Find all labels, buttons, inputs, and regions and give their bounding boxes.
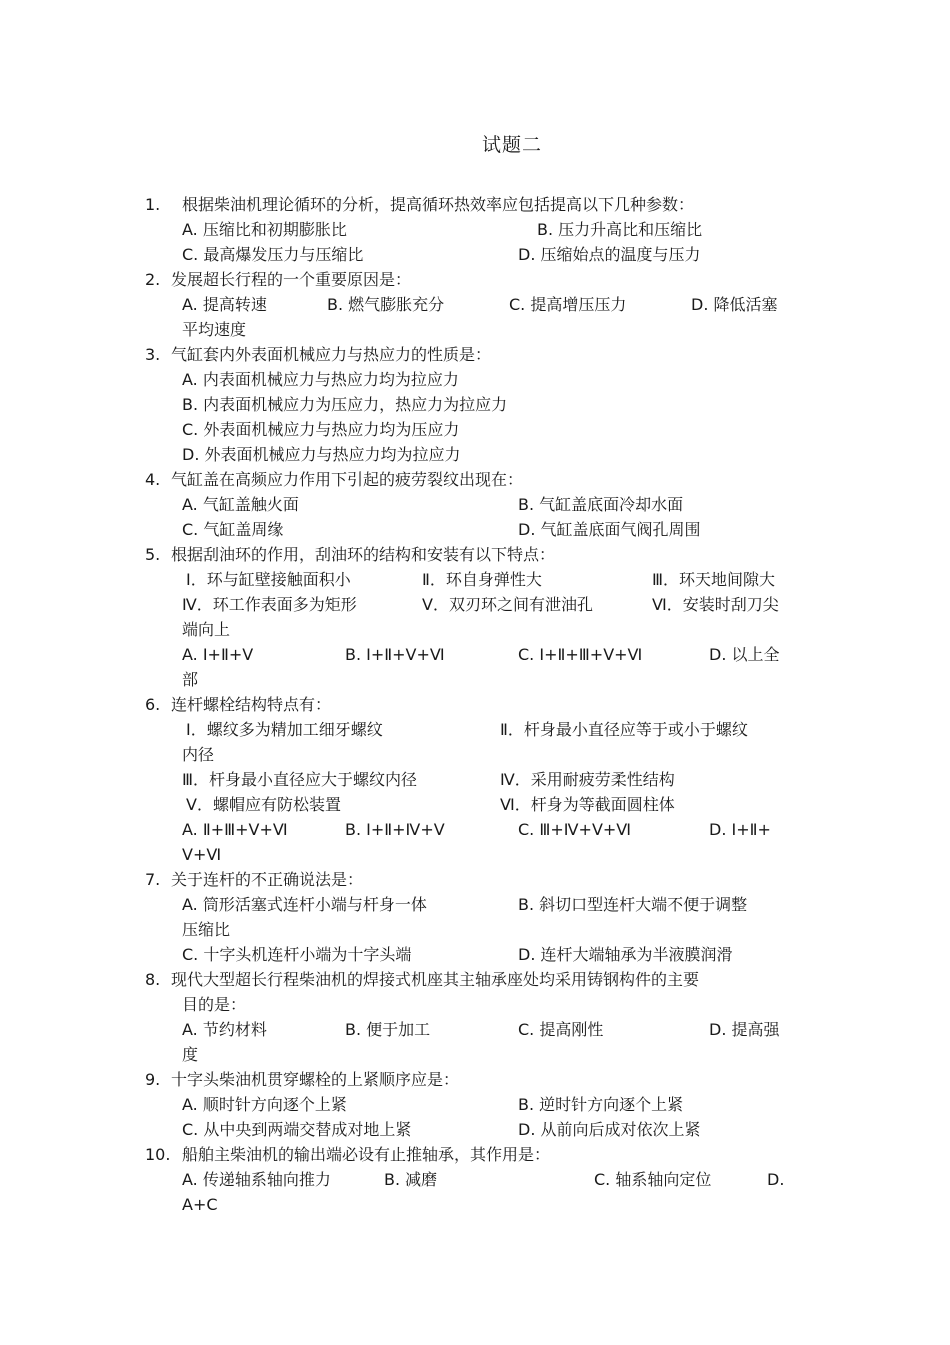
item-2: Ⅱ．环自身弹性大 xyxy=(422,570,542,589)
question-number: 3. xyxy=(145,345,161,364)
question-1 xyxy=(145,192,805,217)
option-b: B. 斜切口型连杆大端不便于调整 xyxy=(518,895,748,914)
question-2 xyxy=(145,267,805,292)
option-c: C. 提高刚性 xyxy=(518,1020,604,1039)
item-1: Ⅰ．螺纹多为精加工细牙螺纹 xyxy=(186,720,383,739)
items-row xyxy=(182,567,802,592)
option-a: A. 气缸盖触火面 xyxy=(182,495,299,514)
question-text: 船舶主柴油机的输出端必设有止推轴承，其作用是： xyxy=(182,1145,551,1164)
question-text: 根据柴油机理论循环的分析，提高循环热效率应包括提高以下几种参数： xyxy=(182,195,695,214)
option-b: B. 便于加工 xyxy=(345,1020,431,1039)
question-text-continuation: 目的是： xyxy=(182,995,247,1014)
option-a: A. 顺时针方向逐个上紧 xyxy=(182,1095,347,1114)
option-a: A. 内表面机械应力与热应力均为拉应力 xyxy=(182,370,459,389)
item-continuation: 端向上 xyxy=(182,620,231,639)
item-4: Ⅳ．环工作表面多为矩形 xyxy=(182,595,357,614)
option-c: C. 气缸盖周缘 xyxy=(182,520,284,539)
option-b: B. 内表面机械应力为压应力，热应力为拉应力 xyxy=(182,395,508,414)
options-row xyxy=(182,492,802,517)
option-a: A. 传递轴系轴向推力 xyxy=(182,1170,331,1189)
question-number: 9. xyxy=(145,1070,161,1089)
option-b: B. 压力升高比和压缩比 xyxy=(537,220,703,239)
option-b: B. Ⅰ+Ⅱ+Ⅳ+Ⅴ xyxy=(345,820,445,839)
option-continuation: 压缩比 xyxy=(182,920,231,939)
option-c: C. 最高爆发压力与压缩比 xyxy=(182,245,364,264)
option-a: A. 筒形活塞式连杆小端与杆身一体 xyxy=(182,895,427,914)
option-b: B. 逆时针方向逐个上紧 xyxy=(518,1095,684,1114)
question-text: 关于连杆的不正确说法是： xyxy=(171,870,364,889)
options-row xyxy=(182,817,802,842)
option-c: C. 从中央到两端交替成对地上紧 xyxy=(182,1120,412,1139)
option-d: D. 连杆大端轴承为半液膜润滑 xyxy=(518,945,733,964)
item-3: Ⅲ．环天地间隙大 xyxy=(652,570,776,589)
question-text: 十字头柴油机贯穿螺栓的上紧顺序应是： xyxy=(171,1070,460,1089)
options-row xyxy=(182,292,802,317)
question-number: 8. xyxy=(145,970,161,989)
options-row xyxy=(182,217,802,242)
item-5: Ⅴ．双刃环之间有泄油孔 xyxy=(422,595,593,614)
options-row xyxy=(182,642,802,667)
question-number: 7. xyxy=(145,870,161,889)
option-continuation: Ⅴ+Ⅵ xyxy=(182,845,222,864)
items-row xyxy=(182,792,802,817)
option-c: C. Ⅰ+Ⅱ+Ⅲ+Ⅴ+Ⅵ xyxy=(518,645,643,664)
option-a: A. Ⅰ+Ⅱ+Ⅴ xyxy=(182,645,254,664)
options-row xyxy=(182,1092,802,1117)
item-2: Ⅱ．杆身最小直径应等于或小于螺纹 xyxy=(500,720,748,739)
question-number: 6. xyxy=(145,695,161,714)
option-continuation: A+C xyxy=(182,1195,218,1214)
options-row xyxy=(182,942,802,967)
option-continuation: 平均速度 xyxy=(182,320,247,339)
item-1: Ⅰ．环与缸壁接触面积小 xyxy=(186,570,351,589)
option-c: C. 提高增压压力 xyxy=(509,295,627,314)
options-row xyxy=(182,1117,802,1142)
option-b: B. 减磨 xyxy=(384,1170,438,1189)
item-4: Ⅳ．采用耐疲劳柔性结构 xyxy=(500,770,675,789)
item-3: Ⅲ．杆身最小直径应大于螺纹内径 xyxy=(182,770,418,789)
question-number: 10. xyxy=(145,1145,171,1164)
option-b: B. Ⅰ+Ⅱ+Ⅴ+Ⅵ xyxy=(345,645,445,664)
question-text: 发展超长行程的一个重要原因是： xyxy=(171,270,412,289)
option-c: C. Ⅲ+Ⅳ+Ⅴ+Ⅵ xyxy=(518,820,632,839)
options-row xyxy=(182,1017,802,1042)
items-row xyxy=(182,592,802,617)
question-number: 1. xyxy=(145,195,161,214)
option-d: D. Ⅰ+Ⅱ+ xyxy=(709,820,771,839)
item-6: Ⅵ．安装时刮刀尖 xyxy=(652,595,779,614)
option-c: C. 外表面机械应力与热应力均为压应力 xyxy=(182,420,460,439)
question-text: 气缸盖在高频应力作用下引起的疲劳裂纹出现在： xyxy=(171,470,524,489)
option-a: A. 节约材料 xyxy=(182,1020,267,1039)
question-6 xyxy=(145,692,805,717)
option-d: D. 外表面机械应力与热应力均为拉应力 xyxy=(182,445,461,464)
question-7 xyxy=(145,867,805,892)
question-4 xyxy=(145,467,805,492)
option-continuation: 度 xyxy=(182,1045,199,1064)
options-row xyxy=(182,892,802,917)
option-a: A. 压缩比和初期膨胀比 xyxy=(182,220,347,239)
item-5: Ⅴ．螺帽应有防松装置 xyxy=(186,795,341,814)
item-6: Ⅵ．杆身为等截面圆柱体 xyxy=(500,795,675,814)
question-10 xyxy=(145,1142,805,1167)
question-text: 现代大型超长行程柴油机的焊接式机座其主轴承座处均采用铸钢构件的主要 xyxy=(171,970,700,989)
option-c: C. 轴系轴向定位 xyxy=(594,1170,712,1189)
options-row xyxy=(182,242,802,267)
option-d: D. 以上全 xyxy=(709,645,780,664)
page-title: 试题二 xyxy=(481,134,542,156)
option-d: D. 降低活塞 xyxy=(691,295,778,314)
question-text: 气缸套内外表面机械应力与热应力的性质是： xyxy=(171,345,492,364)
option-d: D. 从前向后成对依次上紧 xyxy=(518,1120,701,1139)
option-a: A. Ⅱ+Ⅲ+Ⅴ+Ⅵ xyxy=(182,820,288,839)
option-continuation: 部 xyxy=(182,670,199,689)
question-text: 连杆螺栓结构特点有： xyxy=(171,695,332,714)
question-9 xyxy=(145,1067,805,1092)
question-text: 根据刮油环的作用，刮油环的结构和安装有以下特点： xyxy=(171,545,556,564)
option-d: D. xyxy=(767,1170,785,1189)
options-row xyxy=(182,1167,802,1192)
question-number: 2. xyxy=(145,270,161,289)
option-d: D. 压缩始点的温度与压力 xyxy=(518,245,701,264)
question-8 xyxy=(145,967,805,992)
question-number: 4. xyxy=(145,470,161,489)
option-d: D. 提高强 xyxy=(709,1020,780,1039)
option-c: C. 十字头机连杆小端为十字头端 xyxy=(182,945,412,964)
option-a: A. 提高转速 xyxy=(182,295,267,314)
item-continuation: 内径 xyxy=(182,745,215,764)
items-row xyxy=(182,767,802,792)
option-d: D. 气缸盖底面气阀孔周围 xyxy=(518,520,701,539)
question-5 xyxy=(145,542,805,567)
items-row xyxy=(182,717,802,742)
question-number: 5. xyxy=(145,545,161,564)
option-b: B. 气缸盖底面冷却水面 xyxy=(518,495,684,514)
options-row xyxy=(182,517,802,542)
question-3 xyxy=(145,342,805,367)
option-b: B. 燃气膨胀充分 xyxy=(327,295,445,314)
